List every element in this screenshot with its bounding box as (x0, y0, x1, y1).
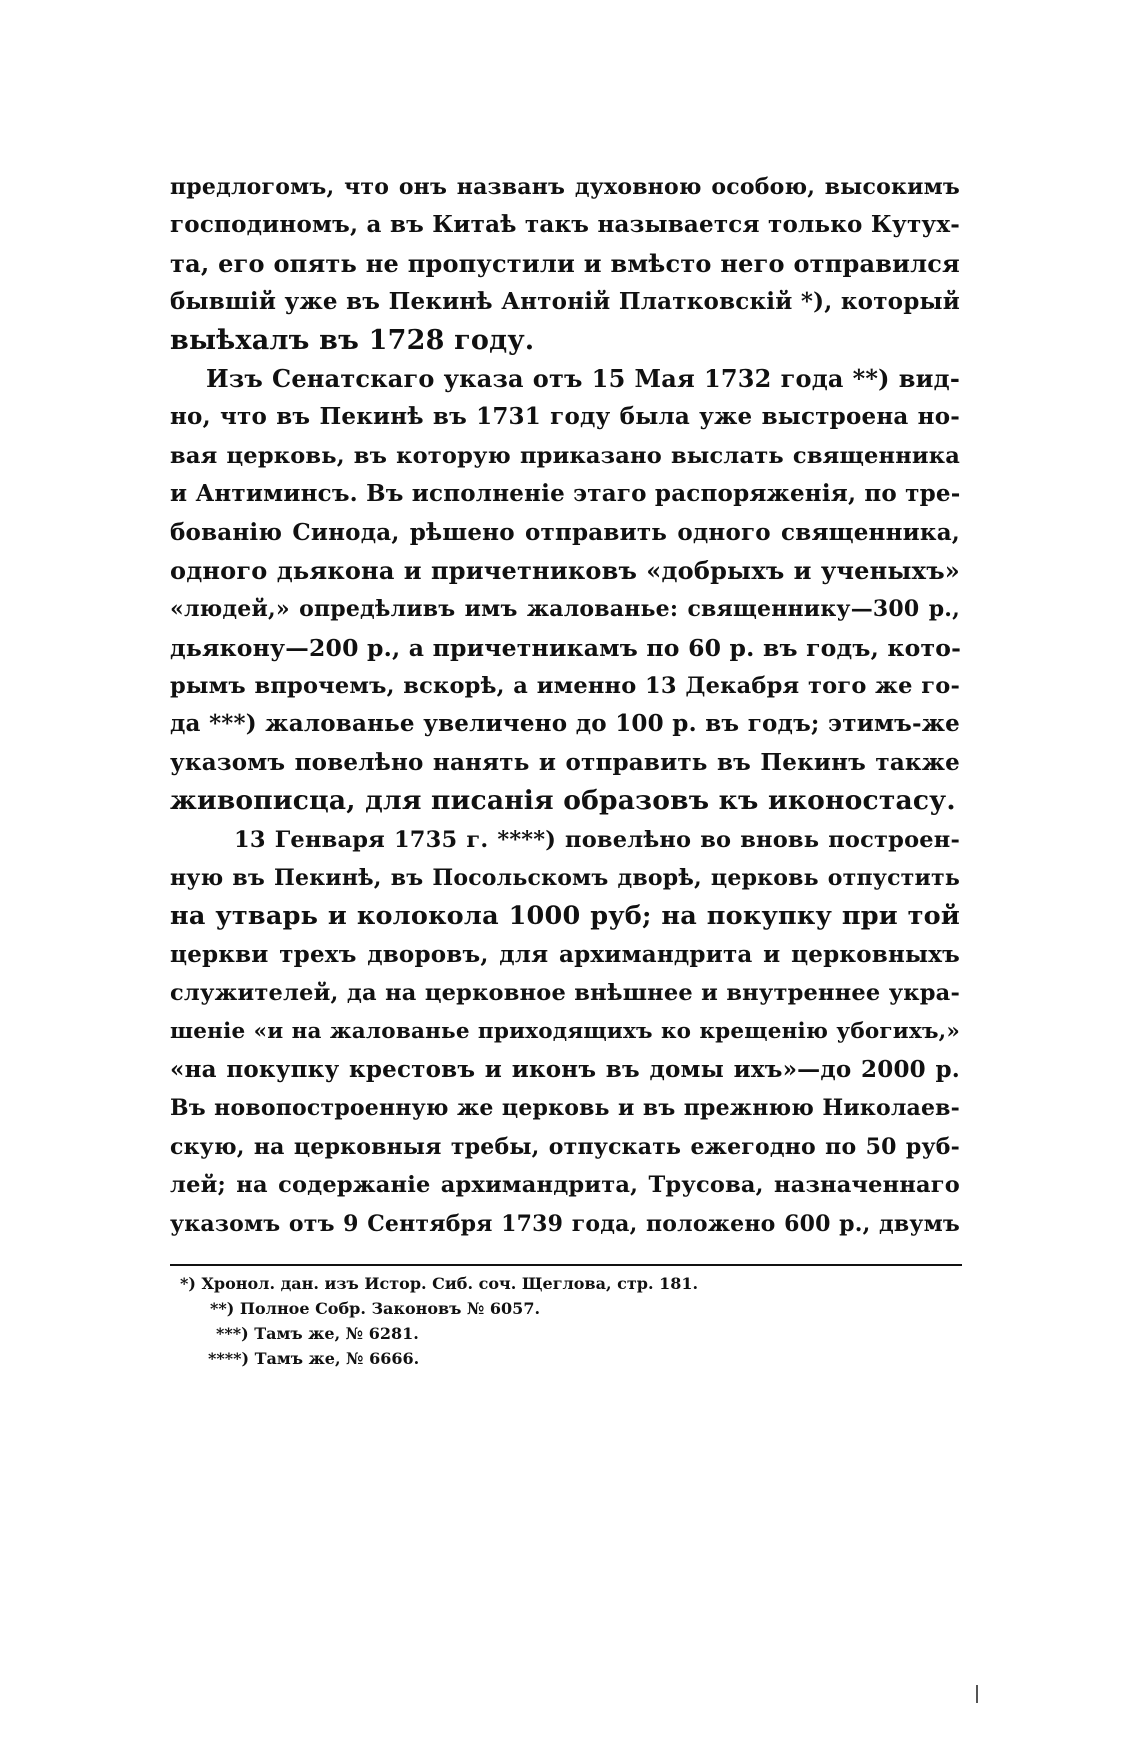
text-line: живописца, для писанія образовъ къ иконостасу. (170, 785, 956, 817)
text-line: Изъ Сенатскаго указа отъ 15 Мая 1732 года **) вид- (206, 363, 960, 393)
text-line: вая церковь, въ которую приказано выслать священника (170, 442, 960, 469)
margin-mark (972, 1683, 982, 1705)
text-line: господиномъ, а въ Китаѣ такъ называется только Кутух- (170, 211, 960, 239)
text-line: Въ новопостроенную же церковь и въ прежнюю Николаев- (170, 1095, 960, 1122)
text-line: и Антиминсъ. Въ исполненіе этаго распоряженія, по тре- (170, 480, 961, 508)
text-line: на утварь и колокола 1000 руб; на покупку при той (170, 901, 960, 932)
footnote-divider (170, 1264, 962, 1266)
text-line: одного дьякона и причетниковъ «добрыхъ и ученыхъ» (170, 555, 960, 585)
footnote: ****) Тамъ же, № 6666. (208, 1349, 420, 1368)
text-line: ную въ Пекинѣ, въ Посольскомъ дворѣ, церковь отпустить (170, 865, 960, 892)
text-line: шеніе «и на жалованье приходящихъ ко крещенію убогихъ,» (170, 1018, 960, 1044)
text-line: «на покупку крестовъ и иконъ въ домы ихъ»—до 2000 р. (170, 1055, 960, 1083)
footnote: ***) Тамъ же, № 6281. (216, 1324, 419, 1343)
text-line: дьякону—200 р., а причетникамъ по 60 р. въ годъ, кото- (170, 633, 962, 662)
margin-tick-icon (972, 1683, 982, 1705)
text-line: та, его опять не пропустили и вмѣсто него отправился (170, 248, 960, 278)
text-line: бывшій уже въ Пекинѣ Антоній Платковскій *), который (170, 288, 960, 316)
text-line: указомъ повелѣно нанять и отправить въ Пекинъ также (170, 748, 960, 776)
text-line: рымъ впрочемъ, вскорѣ, а именно 13 Декабря того же го- (170, 673, 960, 700)
main-text (170, 168, 960, 1243)
text-line: церкви трехъ дворовъ, для архимандрита и церковныхъ (170, 940, 960, 968)
text-line: лей; на содержаніе архимандрита, Трусова, назначеннаго (170, 1172, 960, 1199)
text-line: указомъ отъ 9 Сентября 1739 года, положено 600 р., двумъ (170, 1210, 960, 1237)
footnote: *) Хронол. дан. изъ Истор. Сиб. соч. Щеглова, стр. 181. (180, 1274, 699, 1293)
footnote: **) Полное Собр. Законовъ № 6057. (210, 1299, 541, 1318)
text-line: но, что въ Пекинѣ въ 1731 году была уже выстроена но- (170, 403, 960, 431)
footnotes (180, 1271, 780, 1371)
text-line: да ***) жалованье увеличено до 100 р. въ годъ; этимъ-же (170, 710, 960, 738)
text-line: «людей,» опредѣливъ имъ жалованье: священнику—300 р., (170, 596, 960, 623)
text-line: предлогомъ, что онъ названъ духовною особою, высокимъ (170, 174, 960, 200)
text-line: 13 Генваря 1735 г. ****) повелѣно во вновь построен- (234, 826, 960, 853)
text-line: бованію Синода, рѣшено отправить одного священника, (170, 518, 960, 546)
text-line: выѣхалъ въ 1728 году. (170, 324, 535, 356)
text-line: служителей, да на церковное внѣшнее и внутреннее укра- (170, 980, 960, 1007)
text-line: скую, на церковныя требы, отпускать ежегодно по 50 руб- (170, 1133, 960, 1160)
